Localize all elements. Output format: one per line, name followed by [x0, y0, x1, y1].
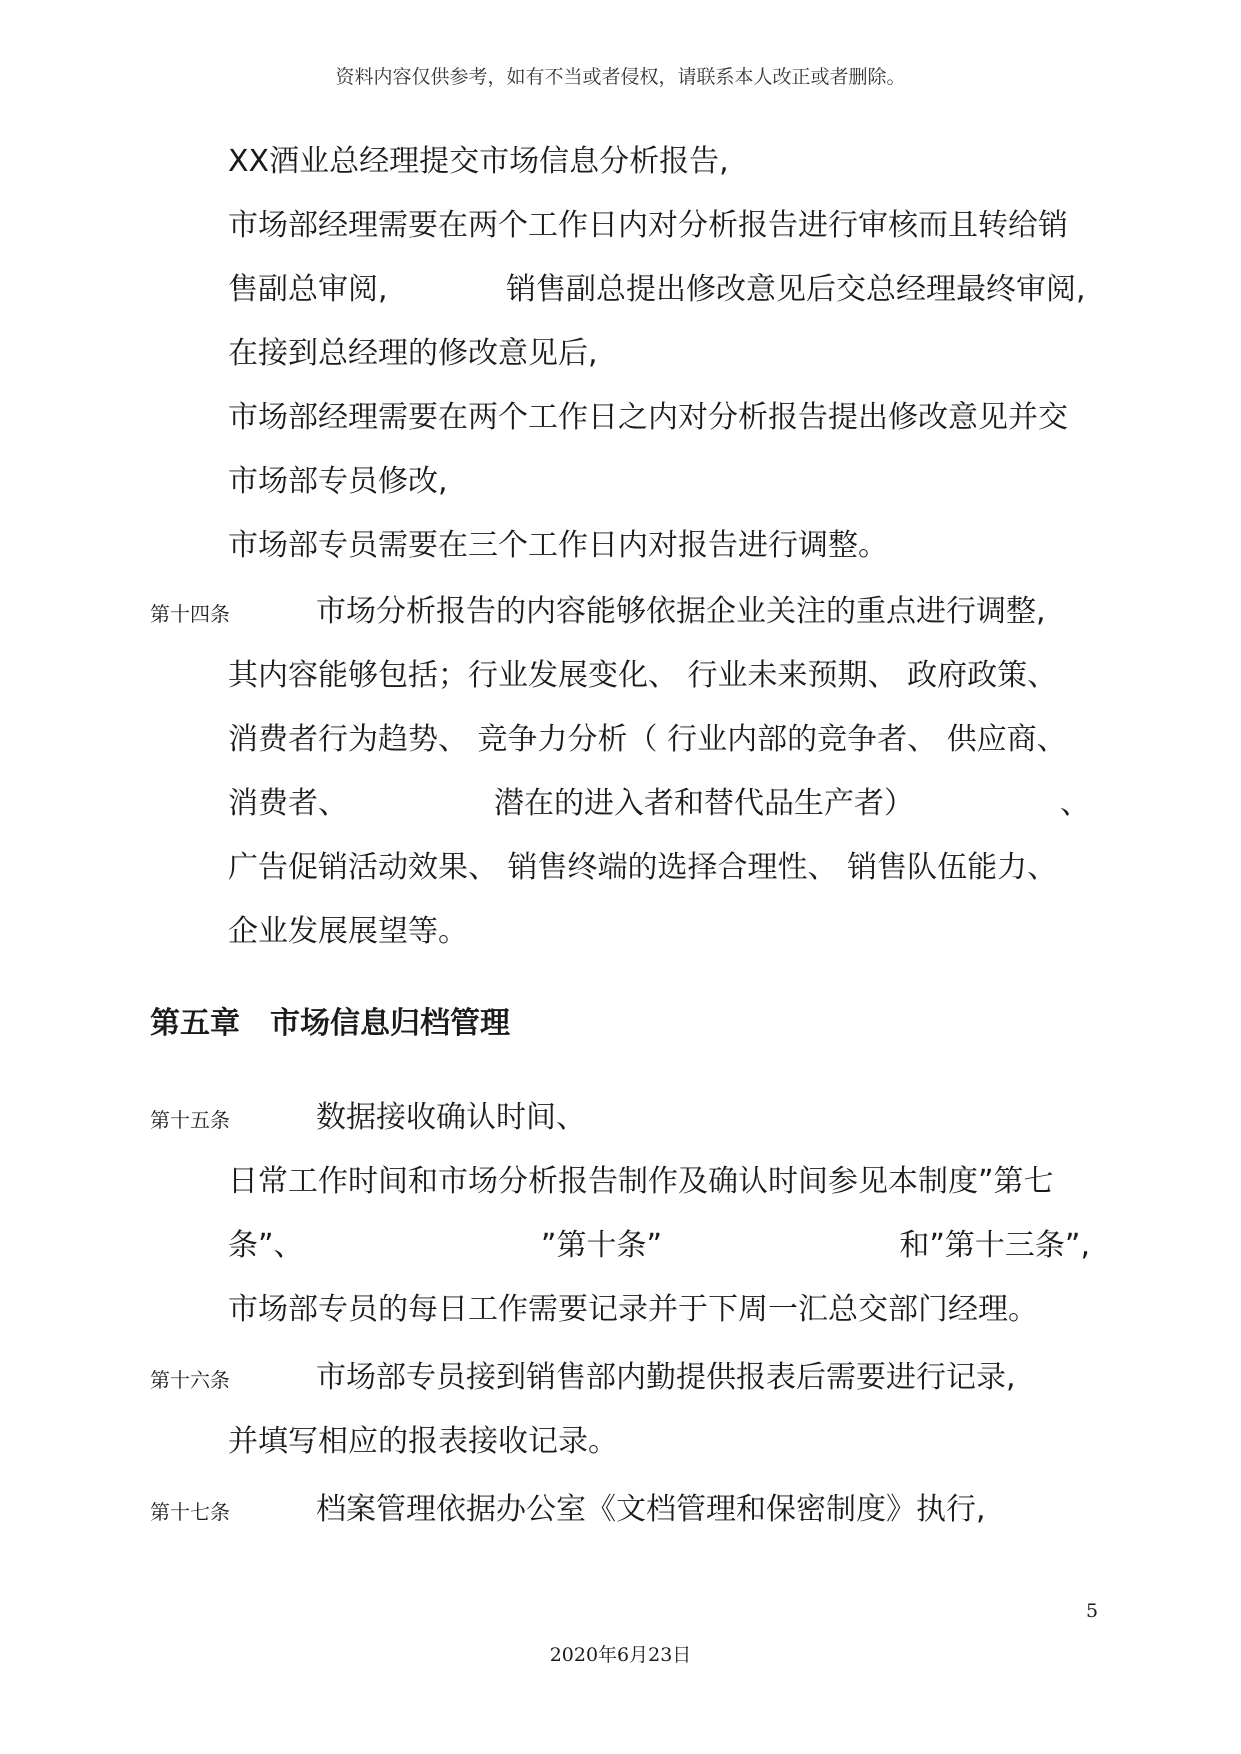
article-15-line: 日常工作时间和市场分析报告制作及确认时间参见本制度”第七: [228, 1164, 1054, 1199]
justified-segment: 、: [1060, 786, 1090, 821]
body-line: XX酒业总经理提交市场信息分析报告,: [228, 144, 729, 179]
article-15-line-justified: [228, 1226, 1090, 1266]
article-15-first-line: 数据接收确认时间、: [316, 1100, 586, 1135]
article-17-first-line: 档案管理依据办公室《文档管理和保密制度》执行,: [316, 1492, 986, 1527]
chapter-heading: [150, 1004, 510, 1044]
page-number: 5: [1086, 1600, 1099, 1622]
article-14-line: 其内容能够包括；行业发展变化、 行业未来预期、 政府政策、: [228, 658, 1058, 693]
justified-segment: 和”第十三条”,: [899, 1228, 1090, 1263]
article-16-line: 并填写相应的报表接收记录。: [228, 1424, 618, 1459]
body-line: 在接到总经理的修改意见后,: [228, 336, 598, 371]
article-16-label: 第十六条: [150, 1368, 230, 1392]
article-17-label: 第十七条: [150, 1500, 230, 1524]
justified-segment: ”第十条”: [540, 1228, 662, 1263]
article-14-line: 广告促销活动效果、 销售终端的选择合理性、 销售队伍能力、: [228, 850, 1058, 885]
article-14-line: 消费者行为趋势、 竞争力分析（ 行业内部的竞争者、 供应商、: [228, 722, 1067, 757]
article-14-first-line: 市场分析报告的内容能够依据企业关注的重点进行调整,: [316, 594, 1046, 629]
body-line: 市场部经理需要在两个工作日内对分析报告进行审核而且转给销: [228, 208, 1068, 243]
body-line-left: 售副总审阅,: [228, 272, 388, 307]
justified-segment: 潜在的进入者和替代品生产者）: [494, 786, 914, 821]
body-line-right: 销售副总提出修改意见后交总经理最终审阅,: [506, 272, 1086, 307]
body-line: 市场部专员需要在三个工作日内对报告进行调整。: [228, 528, 888, 563]
article-14-line-justified: [228, 784, 1090, 824]
footer-date: 2020年6月23日: [549, 1644, 692, 1666]
article-16-first-line: 市场部专员接到销售部内勤提供报表后需要进行记录,: [316, 1360, 1016, 1395]
article-15-line: 市场部专员的每日工作需要记录并于下周一汇总交部门经理。: [228, 1292, 1038, 1327]
justified-segment: 消费者、: [228, 786, 348, 821]
chapter-title: 市场信息归档管理: [270, 1006, 510, 1041]
article-14-label: 第十四条: [150, 602, 230, 626]
justified-segment: 条”、: [228, 1228, 304, 1263]
page-header: 资料内容仅供参考，如有不当或者侵权，请联系本人改正或者删除。: [335, 66, 906, 88]
chapter-number: 第五章: [150, 1006, 240, 1041]
article-14-line: 企业发展展望等。: [228, 914, 468, 949]
body-line: 市场部经理需要在两个工作日之内对分析报告提出修改意见并交: [228, 400, 1068, 435]
body-line: 市场部专员修改,: [228, 464, 448, 499]
article-15-label: 第十五条: [150, 1108, 230, 1132]
